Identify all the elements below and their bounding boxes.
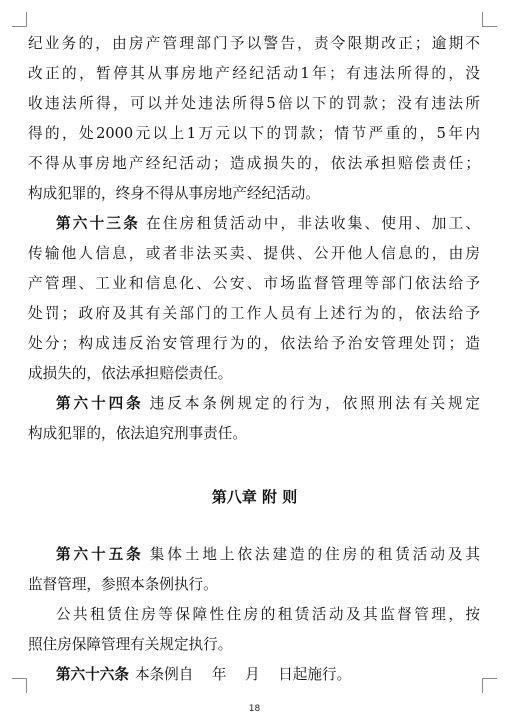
article-63-first-line: [56, 211, 480, 237]
article-66-text: 本条例自 年 月 日起施行。: [134, 666, 352, 683]
article-66-line: [56, 662, 480, 688]
text-line: 不得从事房地产经纪活动；造成损失的，依法承担赔偿责任；: [28, 155, 480, 172]
crop-mark-bottom-right: [482, 678, 497, 693]
article-65-first-text: 集体土地上依法建造的住房的租赁活动及其: [149, 546, 480, 563]
text-line: 监督管理，参照本条例执行。: [28, 576, 218, 593]
text-line: 构成犯罪的，终身不得从事房地产经纪活动。: [28, 185, 320, 202]
text-line: 改正的，暂停其从事房地产经纪活动1年；有违法所得的，没: [28, 65, 480, 82]
article-66-label: 第六十六条: [56, 666, 129, 683]
article-64-first-line: [56, 391, 480, 417]
text-line: 产管理、工业和信息化、公安、市场监督管理等部门依法给予: [28, 275, 480, 292]
chapter-heading: 第八章 附 则: [211, 488, 298, 506]
crop-mark-bottom-left: [12, 678, 27, 693]
article-63-first-text: 在住房租赁活动中，非法收集、使用、加工、: [146, 215, 480, 232]
page-number: 18: [248, 704, 261, 714]
text-line: 传输他人信息，或者非法买卖、提供、公开他人信息的，由房: [28, 245, 480, 262]
article-65-label: 第六十五条: [56, 546, 144, 563]
article-64-label: 第六十四条: [56, 395, 144, 412]
text-line: 得的，处2000元以上1万元以下的罚款；情节严重的，5年内: [28, 125, 480, 142]
text-line: 公共租赁住房等保障性住房的租赁活动及其监督管理，按: [56, 606, 480, 623]
text-line: 处罚；政府及其有关部门的工作人员有上述行为的，依法给予: [28, 305, 480, 322]
crop-mark-top-left: [12, 12, 27, 27]
text-line: 照住房保障管理有关规定执行。: [28, 636, 233, 653]
text-line: 收违法所得，可以并处违法所得5倍以下的罚款；没有违法所: [28, 95, 480, 112]
text-line: 纪业务的，由房产管理部门予以警告，责令限期改正；逾期不: [28, 35, 480, 52]
text-line: 成损失的，依法承担赔偿责任。: [28, 365, 233, 382]
crop-mark-top-right: [482, 12, 497, 27]
article-65-first-line: [56, 542, 480, 568]
text-line: 处分；构成违反治安管理行为的，依法给予治安管理处罚；造: [28, 335, 480, 352]
article-63-label: 第六十三条: [56, 215, 141, 232]
article-64-first-text: 违反本条例规定的行为，依照刑法有关规定: [149, 395, 480, 412]
text-line: 构成犯罪的，依法追究刑事责任。: [28, 425, 247, 442]
